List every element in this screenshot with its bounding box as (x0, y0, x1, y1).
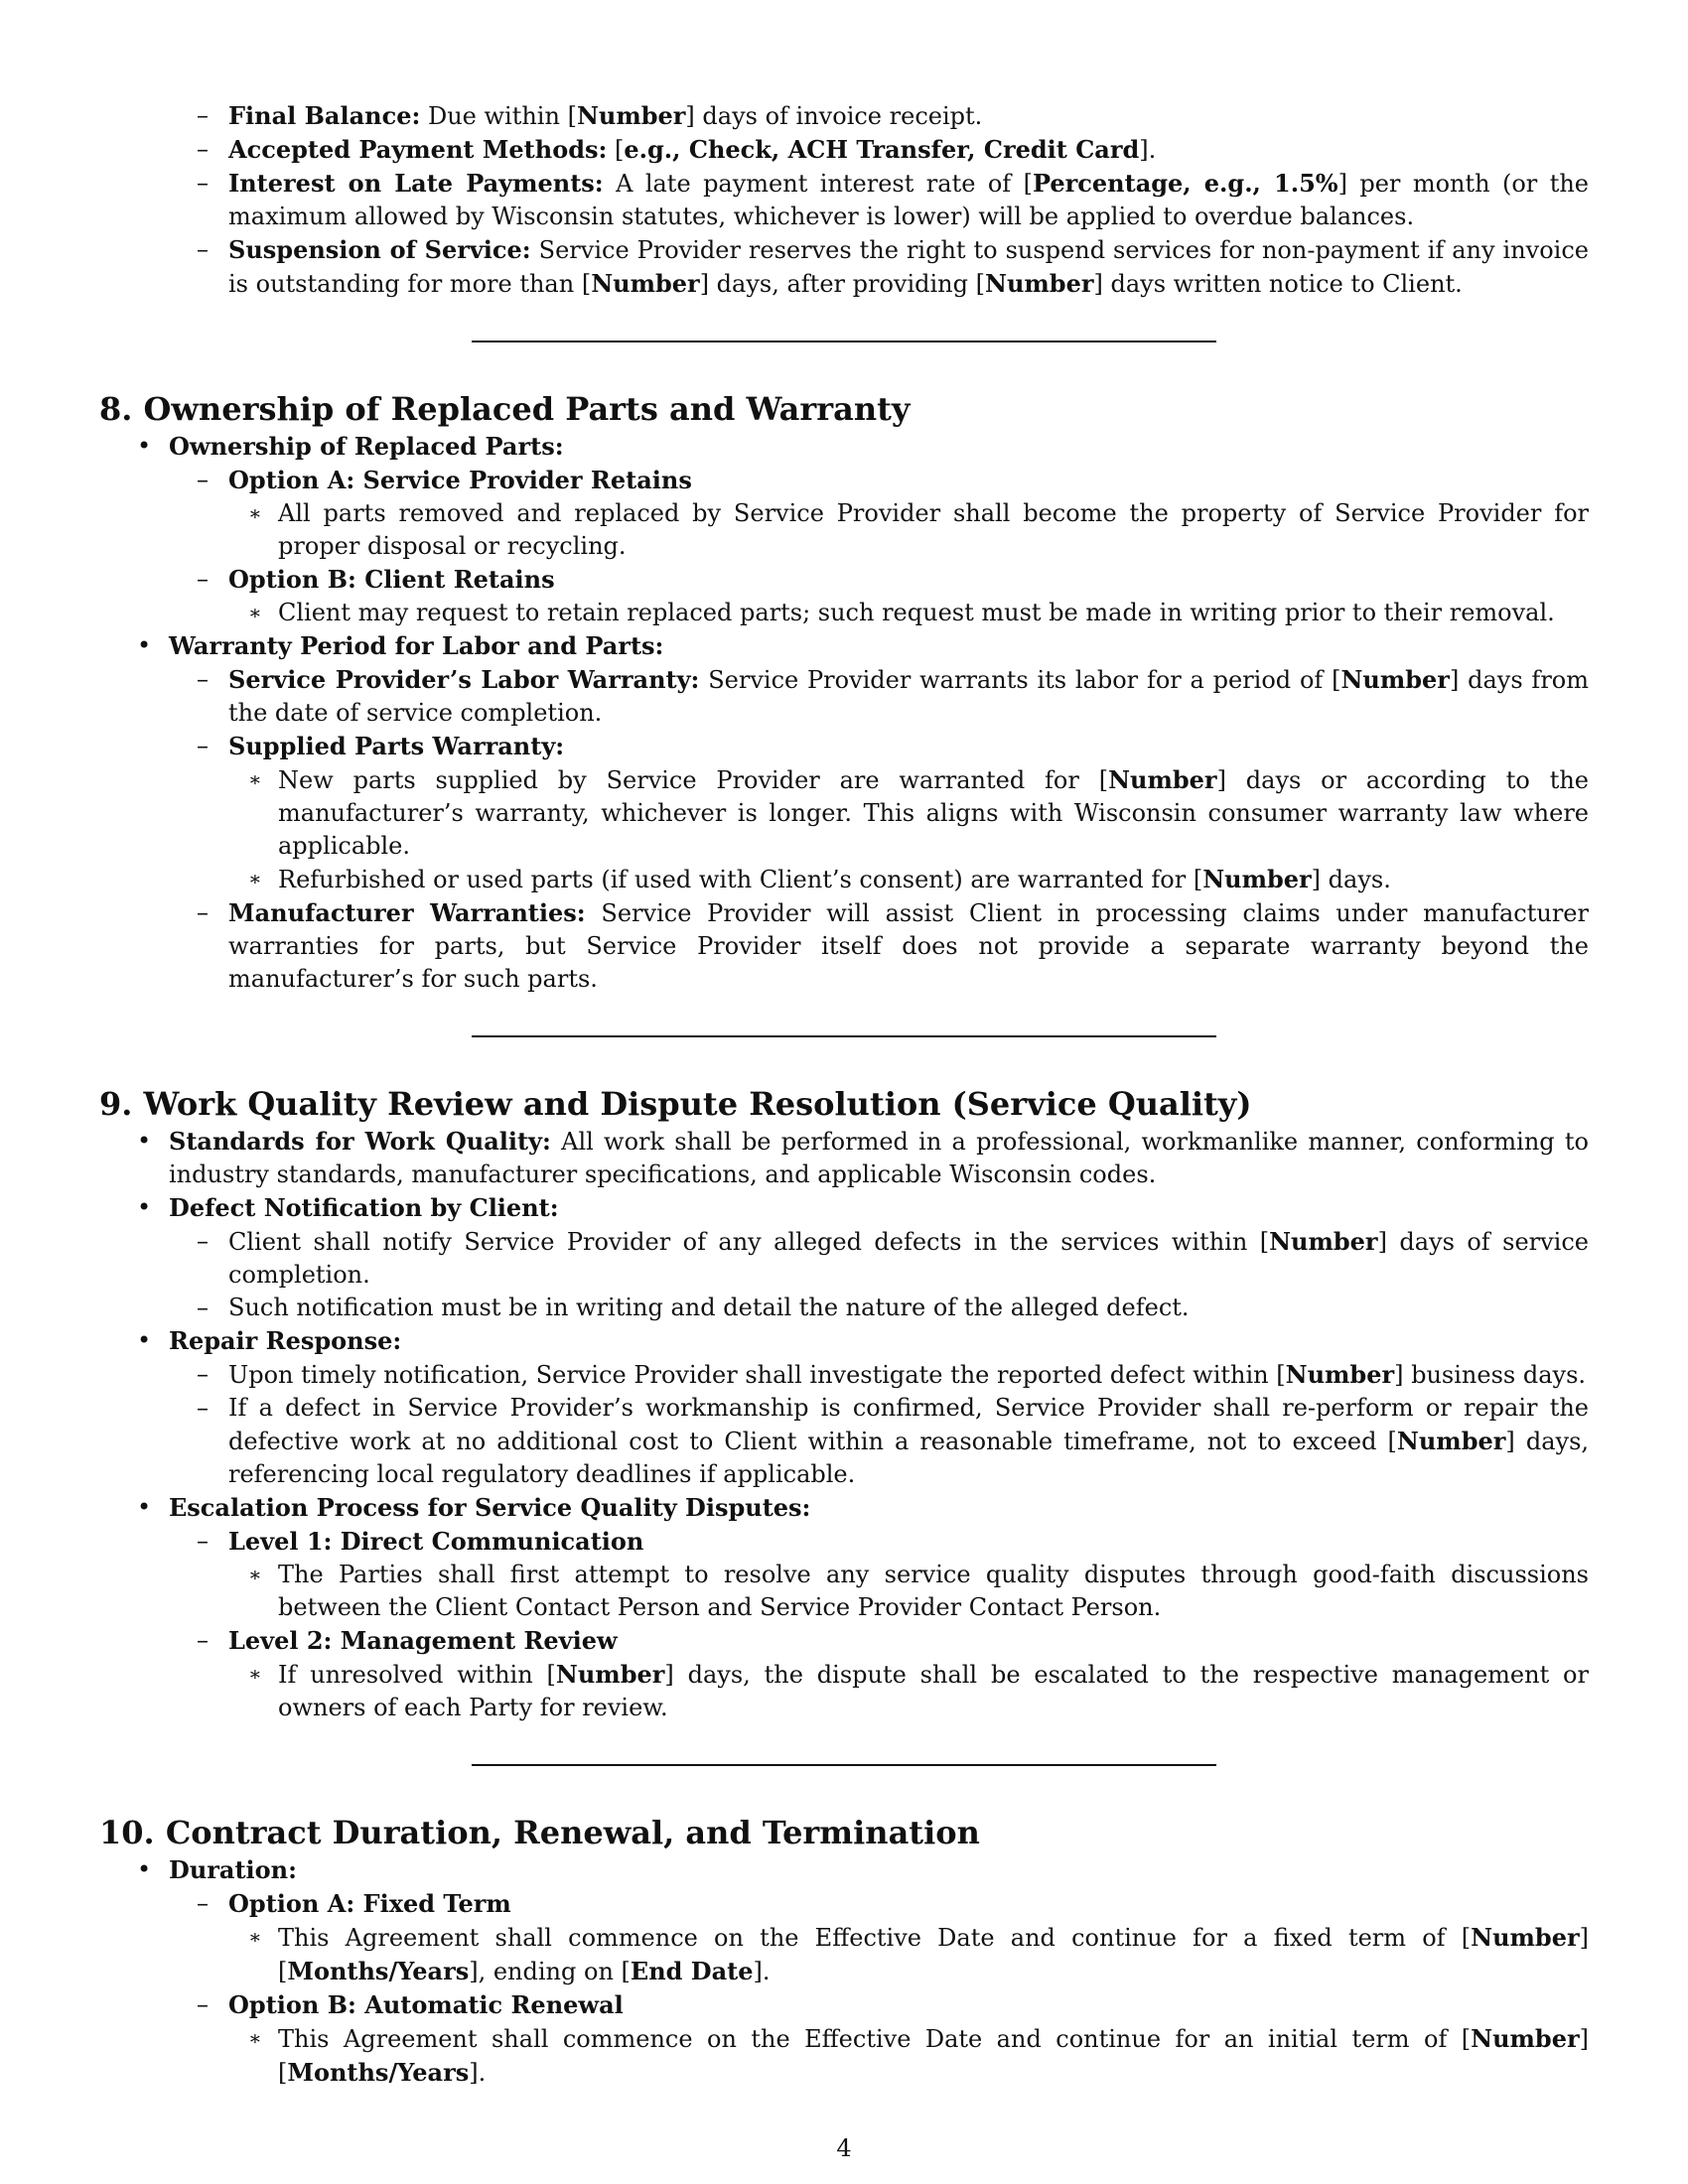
parts-warranty-label: Supplied Parts Warranty: (228, 732, 565, 760)
text: If unresolved within [ (278, 1661, 556, 1689)
star-marker: ∗ (248, 767, 262, 791)
dash-marker: – (197, 898, 209, 926)
level-2-text (99, 1658, 1589, 1724)
text: ] per month (or the maximum allowed by Wisconsin statutes, whichever is lower) will be applied to overdue balances. (228, 170, 1589, 230)
fixed-term-label: Option A: Fixed Term (228, 1889, 511, 1918)
warranty-item (99, 629, 1589, 663)
text: ] [ (278, 2025, 1589, 2087)
level-2-item (99, 1624, 1589, 1658)
text: ] days, after providing [ (699, 270, 985, 298)
option-b-item (99, 563, 1589, 597)
auto-renewal-item (99, 1988, 1589, 2022)
dash-marker: – (197, 235, 209, 263)
fixed-term-text (99, 1921, 1589, 1988)
standards-label: Standards for Work Quality: (169, 1127, 551, 1156)
dash-marker: – (197, 1626, 209, 1654)
bullet-marker: • (137, 1193, 152, 1221)
text: ]. (1139, 136, 1157, 164)
placeholder: Number (1471, 2024, 1580, 2053)
text: ] days, referencing local regulatory deadlines if applicable. (228, 1428, 1590, 1488)
text: If a defect in Service Provider’s workmanship is confirmed, Service Provider shall re-perform or repair the defective work at no additional cost to Client within a reasonable timeframe, not to exceed [ (228, 1394, 1589, 1455)
bullet-marker: • (137, 1493, 152, 1521)
text: ]. (469, 2059, 487, 2087)
defect-item (99, 1191, 1589, 1225)
text: ] days of invoice receipt. (685, 102, 983, 130)
placeholder: e.g., Check, ACH Transfer, Credit Card (624, 135, 1140, 164)
fixed-term-item (99, 1887, 1589, 1921)
repair-label: Repair Response: (169, 1326, 402, 1355)
placeholder: End Date (630, 1957, 754, 1985)
manufacturer-warranty-item (99, 896, 1589, 996)
placeholder: Months/Years (287, 1957, 470, 1985)
option-b-text (99, 597, 1589, 629)
suspension-label: Suspension of Service: (228, 235, 531, 264)
dash-marker: – (197, 135, 209, 163)
repair-item (99, 1324, 1589, 1358)
final-balance-item (99, 99, 1589, 133)
placeholder: Number (1108, 765, 1217, 794)
placeholder: Number (1340, 665, 1450, 694)
text: The Parties shall first attempt to resolve any service quality disputes through good-faith discussions between the Client Contact Person and Service Provider Contact Person. (278, 1561, 1589, 1621)
text: Service Provider reserves the right to suspend services for non-payment if any invoice is outstanding for more than [ (228, 236, 1589, 298)
dash-marker: – (197, 1527, 209, 1555)
dash-marker: – (197, 169, 209, 197)
text: Due within [ (420, 102, 577, 130)
ownership-label: Ownership of Replaced Parts: (169, 432, 564, 461)
section-divider (472, 1764, 1216, 1766)
accepted-methods-label: Accepted Payment Methods: (228, 135, 608, 164)
star-marker: ∗ (248, 1925, 262, 1949)
placeholder: Number (576, 101, 686, 130)
defect-writing-item (99, 1292, 1589, 1324)
escalation-item (99, 1491, 1589, 1525)
placeholder: Percentage, e.g., 1.5% (1032, 169, 1338, 198)
text: A late payment interest rate of [ (603, 170, 1033, 198)
section-10-heading: 10. Contract Duration, Renewal, and Termination (99, 1814, 980, 1851)
dash-marker: – (197, 101, 209, 129)
bullet-marker: • (137, 1127, 152, 1155)
text: ] days written notice to Client. (1093, 270, 1463, 298)
text: ] days. (1311, 866, 1391, 893)
text: This Agreement shall commence on the Effective Date and continue for an initial term of [ (278, 2025, 1472, 2053)
text: ] days, the dispute shall be escalated to the respective management or owners of each Party for review. (278, 1661, 1589, 1721)
escalation-label: Escalation Process for Service Quality Disputes: (169, 1493, 811, 1522)
section-9-heading: 9. Work Quality Review and Dispute Resolution (Service Quality) (99, 1085, 1252, 1123)
placeholder: Number (1471, 1923, 1580, 1952)
new-parts-text (99, 763, 1589, 863)
repair-investigate-item (99, 1358, 1589, 1392)
bullet-marker: • (137, 1326, 152, 1354)
placeholder: Number (1202, 865, 1312, 893)
level-1-label: Level 1: Direct Communication (228, 1527, 644, 1556)
text: ], ending on [ (469, 1958, 631, 1985)
bullet-marker: • (137, 1855, 152, 1883)
text: [ (607, 136, 625, 164)
option-a-text (99, 497, 1589, 563)
defect-label: Defect Notification by Client: (169, 1193, 559, 1222)
placeholder: Number (1269, 1227, 1378, 1256)
text: ] [ (278, 1924, 1589, 1985)
star-marker: ∗ (248, 601, 262, 624)
star-marker: ∗ (248, 1563, 262, 1586)
used-parts-text (99, 863, 1589, 896)
dash-marker: – (197, 1227, 209, 1255)
text: Service Provider will assist Client in processing claims under manufacturer warranties for parts, but Service Provider itself does not provide a separate warranty beyond the manufacturer’s for such parts. (228, 899, 1589, 993)
section-divider (472, 341, 1216, 342)
dash-marker: – (197, 466, 209, 493)
dash-marker: – (197, 1294, 209, 1321)
star-marker: ∗ (248, 1662, 262, 1686)
suspension-item (99, 233, 1589, 301)
dash-marker: – (197, 1990, 209, 2018)
text: ] days from the date of service completion. (228, 666, 1589, 727)
text: All work shall be performed in a professional, workmanlike manner, conforming to industry standards, manufacturer specifications, and applicable Wisconsin codes. (169, 1128, 1589, 1188)
document-page (99, 99, 1589, 2090)
dash-marker: – (197, 732, 209, 759)
placeholder: Number (985, 269, 1094, 298)
dash-marker: – (197, 1889, 209, 1917)
defect-notice-item (99, 1225, 1589, 1292)
dash-marker: – (197, 565, 209, 593)
dash-marker: – (197, 1394, 209, 1422)
dash-marker: – (197, 665, 209, 693)
labor-warranty-item (99, 663, 1589, 730)
section-divider (472, 1035, 1216, 1037)
duration-label: Duration: (169, 1855, 297, 1884)
text: This Agreement shall commence on the Effective Date and continue for a fixed term of [ (278, 1924, 1472, 1952)
bullet-marker: • (137, 432, 152, 460)
level-1-text (99, 1559, 1589, 1624)
text: Client shall notify Service Provider of any alleged defects in the services within [ (228, 1228, 1270, 1256)
accepted-methods-item (99, 133, 1589, 167)
text: Refurbished or used parts (if used with Client’s consent) are warranted for [ (278, 866, 1203, 893)
option-a-item (99, 464, 1589, 497)
text: Upon timely notification, Service Provider shall investigate the reported defect within [ (228, 1361, 1286, 1389)
section-8-heading: 8. Ownership of Replaced Parts and Warranty (99, 390, 911, 428)
interest-item (99, 167, 1589, 233)
warranty-label: Warranty Period for Labor and Parts: (169, 631, 664, 660)
auto-renewal-label: Option B: Automatic Renewal (228, 1990, 624, 2019)
option-a-label: Option A: Service Provider Retains (228, 466, 692, 494)
parts-warranty-item (99, 730, 1589, 763)
ownership-item (99, 430, 1589, 464)
placeholder: Number (1396, 1427, 1506, 1455)
text: ] days or according to the manufacturer’s warranty, whichever is longer. This aligns with Wisconsin consumer warranty law where applicable. (278, 766, 1589, 860)
standards-item (99, 1125, 1589, 1191)
text: Client may request to retain replaced parts; such request must be made in writing prior to their removal. (278, 599, 1555, 626)
bullet-marker: • (137, 631, 152, 659)
text: New parts supplied by Service Provider are warranted for [ (278, 766, 1109, 794)
duration-item (99, 1853, 1589, 1887)
text: Service Provider warrants its labor for a period of [ (699, 666, 1341, 694)
text: ] days of service completion. (228, 1228, 1590, 1289)
text: All parts removed and replaced by Service Provider shall become the property of Service Provider for proper disposal or recycling. (278, 499, 1589, 560)
repair-perform-item (99, 1392, 1589, 1491)
star-marker: ∗ (248, 2026, 262, 2050)
final-balance-label: Final Balance: (228, 101, 421, 130)
dash-marker: – (197, 1360, 209, 1388)
page-number: 4 (836, 2134, 852, 2162)
placeholder: Months/Years (287, 2058, 470, 2087)
labor-warranty-label: Service Provider’s Labor Warranty: (228, 665, 700, 694)
text: ] business days. (1394, 1361, 1587, 1389)
star-marker: ∗ (248, 501, 262, 525)
text: Such notification must be in writing and detail the nature of the alleged defect. (228, 1294, 1190, 1321)
text: ]. (753, 1958, 771, 1985)
level-2-label: Level 2: Management Review (228, 1626, 618, 1655)
auto-renewal-text (99, 2022, 1589, 2090)
option-b-label: Option B: Client Retains (228, 565, 555, 594)
manufacturer-warranty-label: Manufacturer Warranties: (228, 898, 586, 927)
placeholder: Number (555, 1660, 665, 1689)
placeholder: Number (591, 269, 700, 298)
interest-label: Interest on Late Payments: (228, 169, 604, 198)
level-1-item (99, 1525, 1589, 1559)
star-marker: ∗ (248, 867, 262, 890)
placeholder: Number (1285, 1360, 1395, 1389)
